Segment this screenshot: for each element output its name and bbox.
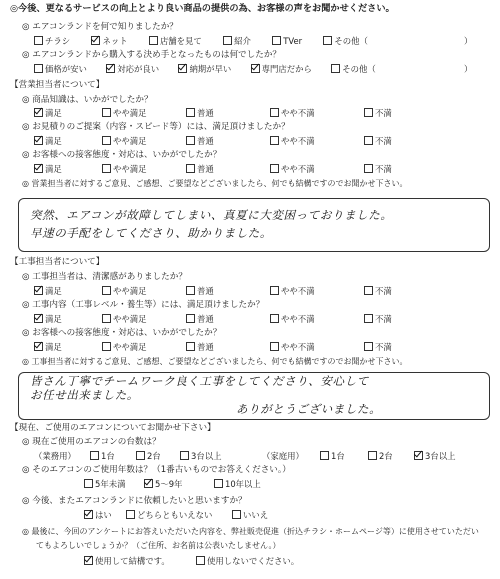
checkbox-icon <box>368 451 377 460</box>
checkbox-icon <box>270 136 279 145</box>
checkbox-icon <box>364 286 373 295</box>
scale-option[interactable]: やや不満 <box>270 108 315 119</box>
install-comment-prompt: ◎ 工事担当者に対するご意見、ご感想、ご要望などございましたら、何でも結構ですのでお聞かせ下さい。 <box>22 357 408 366</box>
current-section-title: 【現在、ご使用のエアコンについてお聞かせ下さい】 <box>10 423 216 433</box>
checkbox-icon <box>364 314 373 323</box>
checkbox-checked-icon <box>84 556 93 565</box>
checkbox-icon <box>270 286 279 295</box>
checkbox-icon <box>364 342 373 351</box>
checkbox-icon <box>102 314 111 323</box>
checkbox-icon <box>102 108 111 117</box>
marker-icon: ◎ <box>22 328 33 338</box>
sales-section-title: 【営業担当者について】 <box>10 80 105 90</box>
checkbox-icon <box>232 510 241 519</box>
scale-option[interactable]: 普通 <box>186 286 214 297</box>
final-option-no[interactable]: 使用しないでください。 <box>196 556 299 567</box>
checkbox-icon <box>364 108 373 117</box>
checkbox-icon <box>270 108 279 117</box>
scale-option[interactable]: やや満足 <box>102 108 147 119</box>
scale-option[interactable]: 満足 <box>34 342 62 353</box>
marker-icon: ◎ <box>22 22 33 32</box>
scale-option[interactable]: やや満足 <box>102 286 147 297</box>
q1-option-store[interactable]: 店舗を見て <box>149 36 202 46</box>
checkbox-icon[interactable] <box>34 36 43 45</box>
scale-option[interactable]: 普通 <box>186 108 214 119</box>
checkbox-icon <box>214 479 223 488</box>
checkbox-icon[interactable] <box>223 36 232 45</box>
sales-comment-line-1: 突然、エアコンが故障してしまい、真夏に大変困っておりました。 <box>30 208 393 222</box>
install-section-title: 【工事担当者について】 <box>10 257 105 267</box>
scale-option[interactable]: やや満足 <box>102 314 147 325</box>
scale-option[interactable]: やや満足 <box>102 342 147 353</box>
checkbox-icon <box>270 342 279 351</box>
checkbox-checked-icon <box>34 136 43 145</box>
count-option[interactable]: 1台 <box>320 451 345 462</box>
checkbox-icon <box>102 164 111 173</box>
q2-option-service[interactable]: 対応が良い <box>106 64 159 74</box>
checkbox-checked-icon <box>34 342 43 351</box>
marker-icon: ◎ <box>22 179 32 188</box>
sales-comment-prompt: ◎ 営業担当者に対するご意見、ご感想、ご要望などございましたら、何でも結構ですのでお聞かせ下さい。 <box>22 179 408 188</box>
q1-options <box>34 36 368 47</box>
q2-other-close: ） <box>464 64 473 74</box>
checkbox-checked-icon <box>84 510 93 519</box>
years-option[interactable]: 10年以上 <box>214 479 261 490</box>
scale-option[interactable]: 不満 <box>364 108 392 119</box>
q2-option-other[interactable]: その他（ <box>331 64 376 74</box>
checkbox-icon <box>186 286 195 295</box>
scale-option[interactable]: やや不満 <box>270 136 315 147</box>
sales-q3-label: ◎ お客様への接客態度・対応は、いかがでしたか？ <box>22 150 222 160</box>
install-comment-line-3: ありがとうございました。 <box>236 402 382 416</box>
q1-option-other[interactable]: その他（ <box>323 36 368 46</box>
checkbox-checked-icon[interactable] <box>106 64 115 73</box>
count-option[interactable]: 2台 <box>368 451 393 462</box>
final-question-line-1: ◎ 最後に、今回のアンケートにお答えいただいた内容を、弊社販売促進（折込チラシ・ホームページ等）に使用させていただい <box>22 527 479 536</box>
scale-option[interactable]: 満足 <box>34 136 62 147</box>
checkbox-checked-icon <box>34 286 43 295</box>
q2-option-delivery[interactable]: 納期が早い <box>178 64 231 74</box>
scale-option[interactable]: 不満 <box>364 286 392 297</box>
sales-comment-line-2: 早速の手配をしてくださり、助かりました。 <box>30 226 272 240</box>
checkbox-icon[interactable] <box>34 64 43 73</box>
scale-option[interactable]: 普通 <box>186 342 214 353</box>
scale-option[interactable]: 不満 <box>364 342 392 353</box>
checkbox-icon <box>180 451 189 460</box>
checkbox-icon <box>102 286 111 295</box>
business-label: （業務用） <box>34 451 76 461</box>
q1-option-tver[interactable]: TVer <box>272 36 302 46</box>
install-comment-line-2: お任せ出来ました。 <box>30 388 139 402</box>
scale-option[interactable]: やや不満 <box>270 164 315 175</box>
again-label: ◎ 今後、またエアコンランドに依頼したいと思いますか？ <box>22 496 247 506</box>
scale-option[interactable]: やや不満 <box>270 342 315 353</box>
install-q1-label: ◎ 工事担当者は、清潔感がありましたか？ <box>22 272 187 282</box>
q2-label: ◎ エアコンランドから購入する決め手となったものは何でしたか？ <box>22 50 282 60</box>
marker-icon: ◎ <box>22 150 33 160</box>
checkbox-checked-icon <box>34 314 43 323</box>
checkbox-icon <box>186 164 195 173</box>
scale-option[interactable]: やや満足 <box>102 136 147 147</box>
marker-icon: ◎ <box>22 357 32 366</box>
sales-q1-label: ◎ 商品知識は、いかがでしたか？ <box>22 95 153 105</box>
q1-option-referral[interactable]: 紹介 <box>223 36 251 46</box>
marker-icon: ◎ <box>22 50 33 60</box>
marker-icon: ◎ <box>22 122 33 132</box>
sales-comment-box[interactable] <box>18 198 490 252</box>
checkbox-icon <box>186 314 195 323</box>
scale-option[interactable]: 満足 <box>34 286 62 297</box>
again-option-neutral[interactable]: どちらともいえない <box>126 510 212 521</box>
sales-q2-label: ◎ お見積りのご提案（内容・スピード等）には、満足頂けましたか？ <box>22 122 290 132</box>
checkbox-checked-icon <box>34 164 43 173</box>
checkbox-icon <box>270 164 279 173</box>
home-label: （家庭用） <box>262 451 304 461</box>
scale-option[interactable]: 不満 <box>364 314 392 325</box>
count-option[interactable]: 1台 <box>90 451 115 462</box>
scale-option[interactable]: やや不満 <box>270 286 315 297</box>
scale-option[interactable]: 普通 <box>186 164 214 175</box>
q2-option-price[interactable]: 価格が安い <box>34 64 87 74</box>
checkbox-icon <box>364 136 373 145</box>
checkbox-icon <box>186 108 195 117</box>
survey-header: ◎今後、更なるサービスの向上とより良い商品の提供の為、お客様の声をお聞かせください。 <box>10 3 395 14</box>
checkbox-icon <box>364 164 373 173</box>
marker-icon: ◎ <box>22 437 33 447</box>
scale-option[interactable]: 不満 <box>364 136 392 147</box>
q1-label: ◎ エアコンランドを何で知りましたか？ <box>22 22 178 32</box>
checkbox-checked-icon[interactable] <box>91 36 100 45</box>
current-count-label: ◎ 現在ご使用のエアコンの台数は？ <box>22 437 161 447</box>
marker-icon: ◎ <box>22 465 33 475</box>
checkbox-icon <box>102 342 111 351</box>
q2-option-specialist[interactable]: 専門店だから <box>251 64 312 74</box>
again-option-no[interactable]: いいえ <box>232 510 268 521</box>
install-comment-line-1: 皆さん丁寧でチームワーク良く工事をしてくださり、安心して <box>30 374 369 388</box>
marker-icon: ◎ <box>22 300 33 310</box>
checkbox-icon <box>84 479 93 488</box>
q1-other-close: ） <box>464 36 473 46</box>
q1-option-flyer[interactable]: チラシ <box>34 36 70 46</box>
checkbox-icon <box>126 510 135 519</box>
checkbox-icon[interactable] <box>149 36 158 45</box>
checkbox-icon <box>186 342 195 351</box>
count-option[interactable]: 2台 <box>136 451 161 462</box>
install-q3-label: ◎ お客様への接客態度・対応は、いかがでしたか？ <box>22 328 222 338</box>
checkbox-checked-icon <box>414 451 423 460</box>
scale-option[interactable]: 満足 <box>34 108 62 119</box>
final-option-ok[interactable]: 使用して結構です。 <box>84 556 170 567</box>
current-years-label: ◎ そのエアコンのご使用年数は？（1番古いものでお答えください。） <box>22 465 291 475</box>
checkbox-icon <box>270 314 279 323</box>
checkbox-checked-icon[interactable] <box>178 64 187 73</box>
scale-option[interactable]: 満足 <box>34 314 62 325</box>
checkbox-icon <box>136 451 145 460</box>
checkbox-checked-icon <box>34 108 43 117</box>
checkbox-icon <box>90 451 99 460</box>
checkbox-icon <box>186 136 195 145</box>
years-option[interactable]: 5～9年 <box>144 479 182 490</box>
count-option[interactable]: 3台以上 <box>180 451 221 462</box>
checkbox-icon[interactable] <box>323 36 332 45</box>
checkbox-checked-icon <box>144 479 153 488</box>
install-q2-label: ◎ 工事内容（工事レベル・養生等）には、満足頂けましたか？ <box>22 300 265 310</box>
scale-option[interactable]: やや満足 <box>102 164 147 175</box>
again-option-yes[interactable]: はい <box>84 510 112 521</box>
scale-option[interactable]: 不満 <box>364 164 392 175</box>
scale-option[interactable]: 普通 <box>186 136 214 147</box>
checkbox-icon[interactable] <box>272 36 281 45</box>
checkbox-icon <box>102 136 111 145</box>
checkbox-icon[interactable] <box>331 64 340 73</box>
marker-icon: ◎ <box>22 272 33 282</box>
scale-option[interactable]: 満足 <box>34 164 62 175</box>
checkbox-icon <box>320 451 329 460</box>
scale-option[interactable]: やや不満 <box>270 314 315 325</box>
years-option[interactable]: 5年未満 <box>84 479 125 490</box>
q1-option-net[interactable]: ネット <box>91 36 127 46</box>
marker-icon: ◎ <box>22 95 33 105</box>
q2-options <box>34 64 376 75</box>
final-question-line-2: てもよろしいでしょうか？（ご住所、お名前は公表いたしません。） <box>36 541 281 550</box>
count-option[interactable]: 3台以上 <box>414 451 455 462</box>
scale-option[interactable]: 普通 <box>186 314 214 325</box>
checkbox-checked-icon[interactable] <box>251 64 260 73</box>
checkbox-icon <box>196 556 205 565</box>
